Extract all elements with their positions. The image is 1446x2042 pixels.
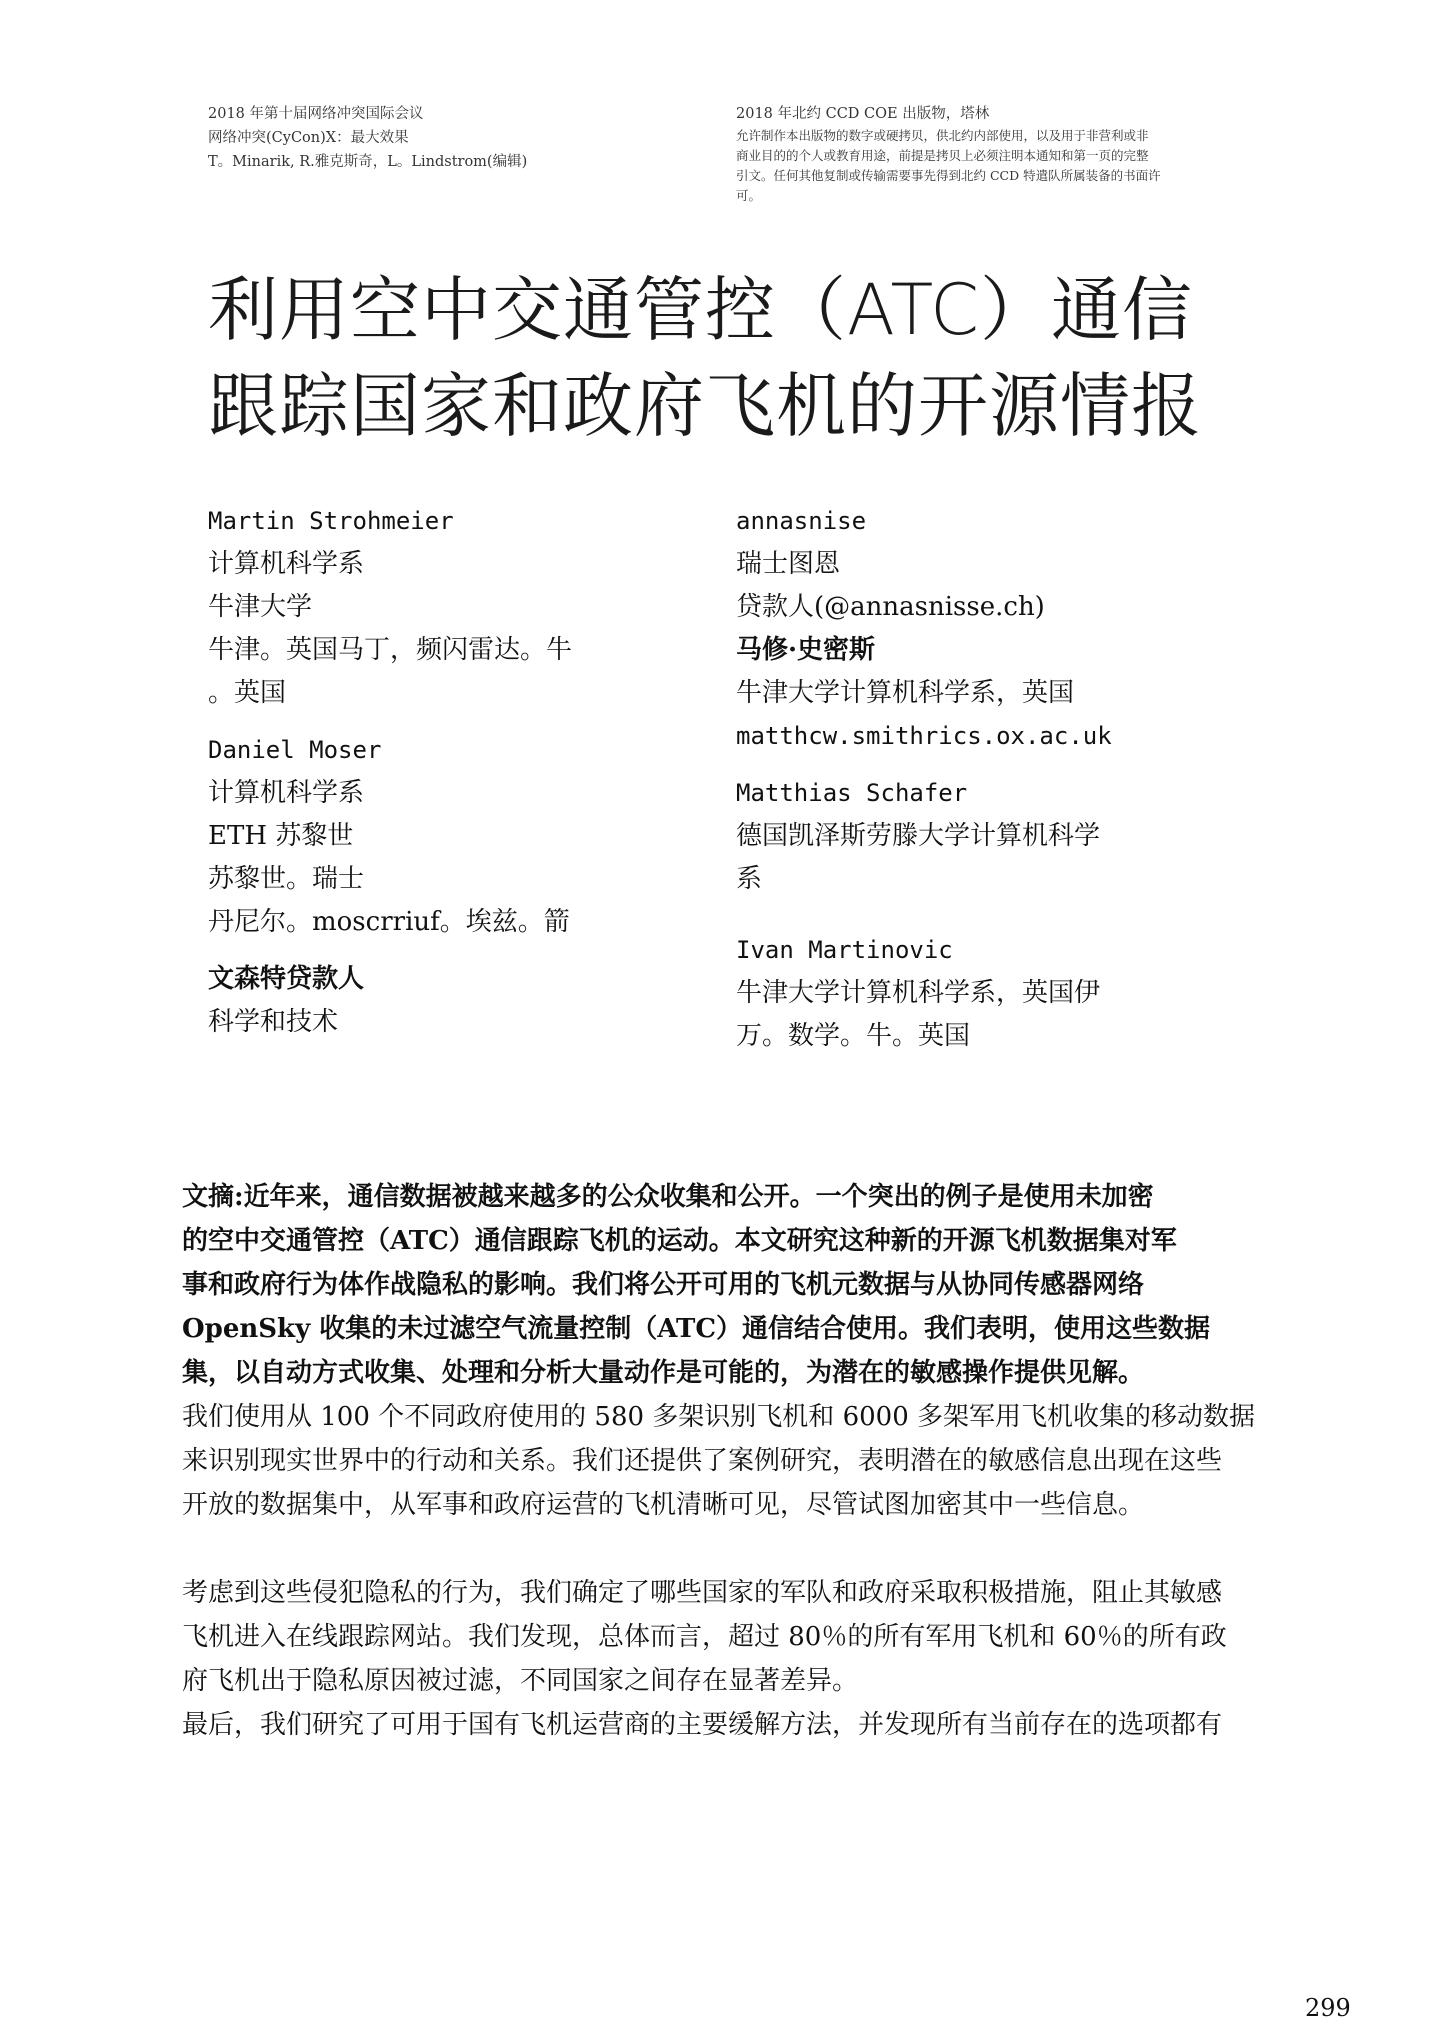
- abstract-line: 文摘:近年来，通信数据被越来越多的公众收集和公开。一个突出的例子是使用未加密: [182, 1182, 1154, 1212]
- author-block: [736, 929, 1186, 1058]
- permission-notice: [736, 126, 1246, 206]
- proceedings-line: 网络冲突(CyCon)X：最大效果: [208, 130, 409, 146]
- affiliation-line: 。英国: [208, 678, 287, 708]
- permission-line: 可。: [736, 188, 762, 203]
- author-block: [736, 772, 1186, 901]
- author-block: [736, 500, 1186, 629]
- author-name: 马修·史密斯: [736, 635, 876, 665]
- editors-line: T。Minarik, R.雅克斯奇，L。Lindstrom(编辑): [208, 154, 528, 170]
- email-line: 贷款人(@annasnisse.ch): [736, 592, 1045, 622]
- publication-header: [736, 102, 1246, 206]
- permission-line: 商业目的的个人或教育用途，前提是拷贝上必须注明本通知和第一页的完整: [736, 148, 1149, 163]
- abstract-paragraph: [182, 1703, 1332, 1747]
- abstract-line: 集，以自动方式收集、处理和分析大量动作是可能的，为潜在的敏感操作提供见解。: [182, 1358, 1145, 1388]
- email-line: matthcw.smithrics.ox.ac.uk: [736, 722, 1112, 750]
- abstract-paragraph: [182, 1395, 1332, 1527]
- conference-header: [208, 102, 728, 174]
- author-block: [208, 729, 648, 944]
- author-block: [208, 958, 648, 1044]
- permission-line: 引文。任何其他复制或传输需要事先得到北约 CCD 特遣队所属装备的书面许: [736, 168, 1161, 183]
- abstract-line: 飞机进入在线跟踪网站。我们发现，总体而言，超过 80％的所有军用飞机和 60％的所有政: [182, 1622, 1227, 1652]
- author-name: Martin Strohmeier: [208, 507, 454, 535]
- email-line: 丹尼尔。moscrriuf。埃兹。箭: [208, 907, 570, 937]
- abstract-line: 府飞机出于隐私原因被过滤，不同国家之间存在显著差异。: [182, 1666, 859, 1696]
- affiliation-line: ETH 苏黎世: [208, 821, 354, 851]
- authors-left-column: [208, 500, 648, 1044]
- abstract-summary: [182, 1175, 1332, 1395]
- title-line: 利用空中交通管控（ATC）通信: [208, 269, 1193, 351]
- authors-right-column: [736, 500, 1186, 1058]
- author-name: Matthias Schafer: [736, 779, 968, 807]
- abstract-paragraph: [182, 1571, 1332, 1703]
- affiliation-line: 牛津大学计算机科学系，英国伊: [736, 978, 1101, 1008]
- affiliation-line: 瑞士图恩: [736, 549, 841, 579]
- affiliation-line: 德国凯泽斯劳滕大学计算机科学: [736, 821, 1101, 851]
- affiliation-line: annasnise: [736, 507, 867, 535]
- title-line: 跟踪国家和政府飞机的开源情报: [208, 365, 1202, 447]
- affiliation-line: 计算机科学系: [208, 778, 365, 808]
- abstract-line: 最后，我们研究了可用于国有飞机运营商的主要缓解方法，并发现所有当前存在的选项都有: [182, 1710, 1223, 1740]
- abstract-line: 来识别现实世界中的行动和关系。我们还提供了案例研究，表明潜在的敏感信息出现在这些: [182, 1446, 1223, 1476]
- permission-line: 允许制作本出版物的数字或硬拷贝，供北约内部使用，以及用于非营利或非: [736, 128, 1149, 143]
- affiliation-line: 万。数学。牛。英国: [736, 1021, 971, 1051]
- affiliation-line: 科学和技术: [208, 1007, 339, 1037]
- affiliation-line: 牛津。英国马丁，频闪雷达。牛: [208, 635, 573, 665]
- conference-line: 2018 年第十届网络冲突国际会议: [208, 106, 424, 122]
- abstract-line: 开放的数据集中，从军事和政府运营的飞机清晰可见，尽管试图加密其中一些信息。: [182, 1490, 1145, 1520]
- affiliation-line: 苏黎世。瑞士: [208, 864, 365, 894]
- affiliation-line: 系: [736, 864, 763, 894]
- abstract-line: 的空中交通管控（ATC）通信跟踪飞机的运动。本文研究这种新的开源飞机数据集对军: [182, 1226, 1177, 1256]
- affiliation-line: 牛津大学: [208, 592, 313, 622]
- abstract: [182, 1175, 1332, 1747]
- publisher-line: 2018 年北约 CCD COE 出版物，塔林: [736, 106, 990, 122]
- author-block: [208, 500, 648, 715]
- paper-title: [208, 262, 1268, 454]
- abstract-line: 事和政府行为体作战隐私的影响。我们将公开可用的飞机元数据与从协同传感器网络: [182, 1270, 1145, 1300]
- author-name: 文森特贷款人: [208, 964, 365, 994]
- abstract-line: 我们使用从 100 个不同政府使用的 580 多架识别飞机和 6000 多架军用飞机收集的移动数据: [182, 1402, 1256, 1432]
- abstract-line: 考虑到这些侵犯隐私的行为，我们确定了哪些国家的军队和政府采取积极措施，阻止其敏感: [182, 1578, 1223, 1608]
- affiliation-line: 计算机科学系: [208, 549, 365, 579]
- abstract-line: OpenSky 收集的未过滤空气流量控制（ATC）通信结合使用。我们表明，使用这些数据: [182, 1314, 1211, 1344]
- author-name: Daniel Moser: [208, 736, 382, 764]
- page-number: 299: [1305, 1994, 1351, 2022]
- affiliation-line: 牛津大学计算机科学系，英国: [736, 678, 1075, 708]
- author-name: Ivan Martinovic: [736, 936, 953, 964]
- author-block: [736, 629, 1186, 758]
